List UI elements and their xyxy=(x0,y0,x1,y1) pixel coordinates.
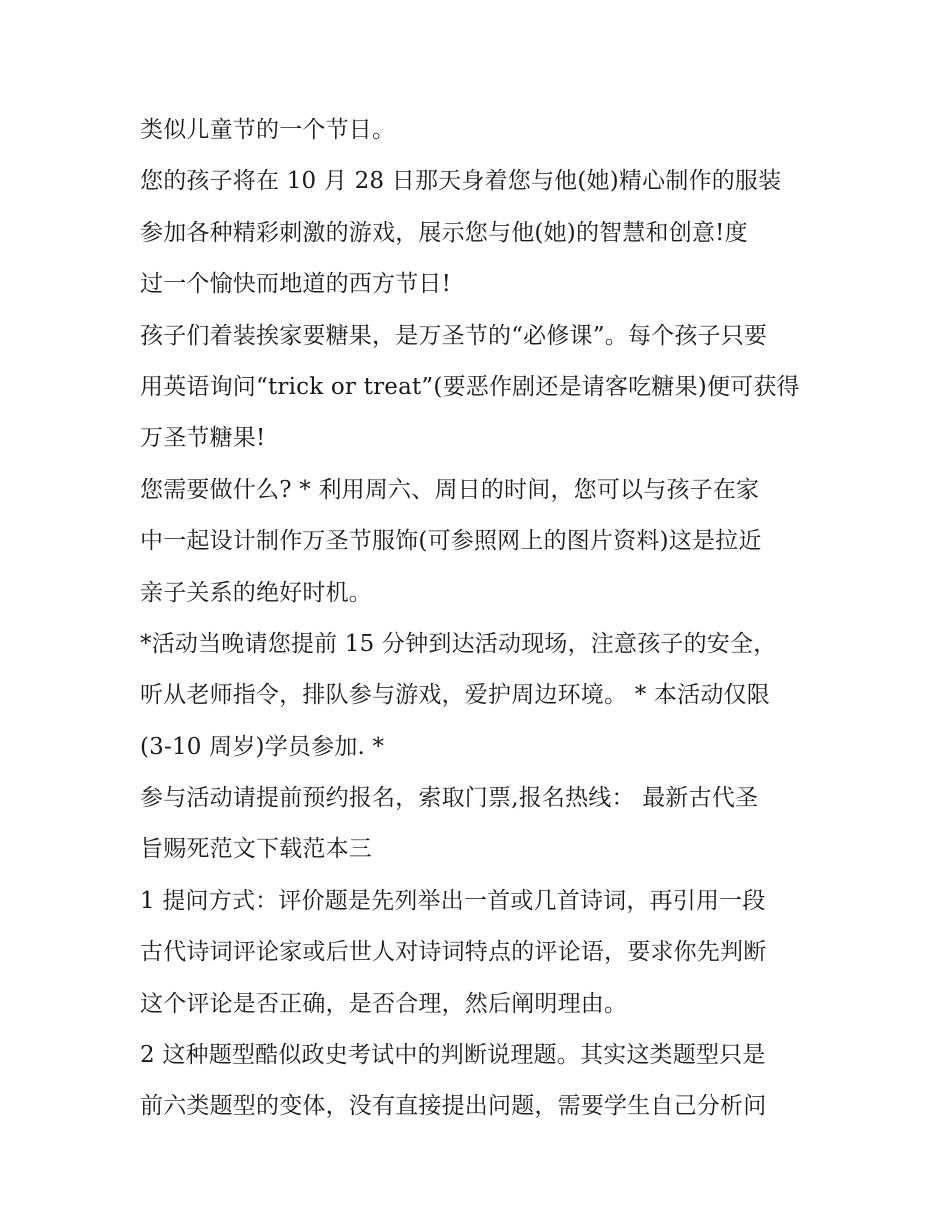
text-line: *活动当晚请您提前 15 分钟到达活动现场，注意孩子的安全， xyxy=(140,630,777,657)
text-line: (3-10 周岁)学员参加. * xyxy=(140,733,385,760)
document-body xyxy=(140,105,820,1133)
text-line: 过一个愉快而地道的西方节日! xyxy=(140,271,452,298)
text-line: 1 提问方式：评价题是先列举出一首或几首诗词，再引用一段 xyxy=(140,887,766,914)
text-line: 中一起设计制作万圣节服饰(可参照网上的图片资料)这是拉近 xyxy=(140,528,762,555)
text-line: 听从老师指令，排队参与游戏，爱护周边环境。 * 本活动仅限 xyxy=(140,682,770,709)
text-line: 古代诗词评论家或后世人对诗词特点的评论语，要求你先判断 xyxy=(140,939,767,966)
text-line: 参加各种精彩刺激的游戏，展示您与他(她)的智慧和创意!度 xyxy=(140,219,748,246)
text-line: 前六类题型的变体，没有直接提出问题，需要学生自己分析问 xyxy=(140,1093,767,1120)
text-line: 这个评论是否正确，是否合理，然后阐明理由。 xyxy=(140,990,628,1017)
text-line: 您的孩子将在 10 月 28 日那天身着您与他(她)精心制作的服装 xyxy=(140,168,782,195)
text-line: 亲子关系的绝好时机。 xyxy=(140,579,372,606)
text-line: 用英语询问“trick or treat”(要恶作剧还是请客吃糖果)便可获得 xyxy=(140,373,800,400)
text-line: 参与活动请提前预约报名，索取门票,报名热线： 最新古代圣 xyxy=(140,785,759,812)
text-line: 万圣节糖果! xyxy=(140,425,266,452)
text-line: 2 这种题型酷似政史考试中的判断说理题。其实这类题型只是 xyxy=(140,1042,766,1069)
text-line: 类似儿童节的一个节日。 xyxy=(140,117,396,143)
text-line: 孩子们着装挨家要糖果，是万圣节的“必修课”。每个孩子只要 xyxy=(140,322,768,349)
text-line: 旨赐死范文下载范本三 xyxy=(140,836,372,863)
text-line: 您需要做什么? * 利用周六、周日的时间，您可以与孩子在家 xyxy=(140,476,760,503)
